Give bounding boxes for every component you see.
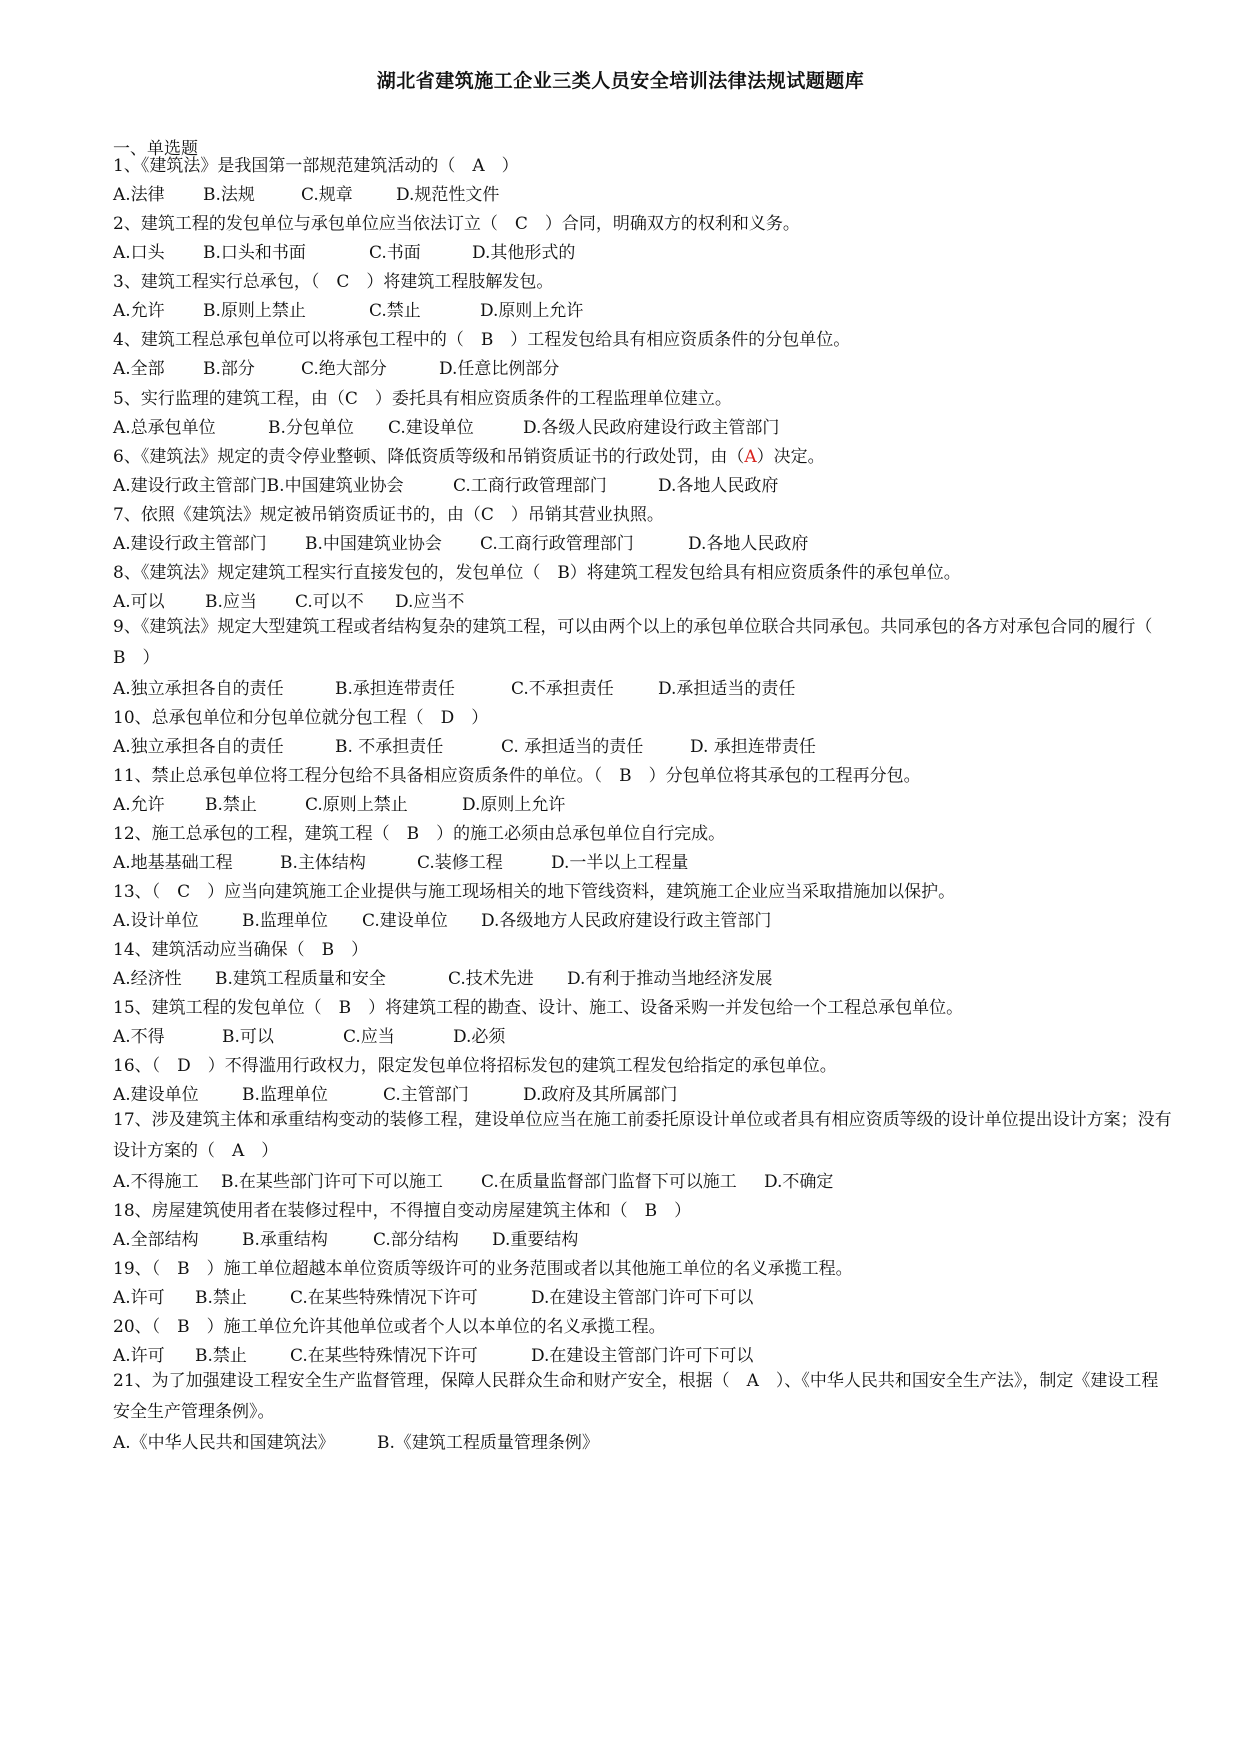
option: A.独立承担各自的责任	[113, 679, 284, 699]
option: A.独立承担各自的责任	[113, 737, 284, 757]
option: B.监理单位	[242, 911, 328, 931]
option: B.法规	[203, 185, 255, 205]
option: D.原则上允许	[480, 301, 584, 321]
question-stem: 7、依照《建筑法》规定被吊销资质证书的，由（C ）吊销其营业执照。	[113, 505, 664, 525]
option: D.重要结构	[492, 1230, 579, 1250]
question-options	[113, 674, 1173, 699]
question-options	[113, 906, 1173, 931]
option: C.建设单位	[388, 418, 474, 438]
option: C. 承担适当的责任	[501, 737, 644, 757]
option: C.绝大部分	[301, 359, 387, 379]
option: C.规章	[301, 185, 353, 205]
option: C.原则上禁止	[305, 795, 408, 815]
option: B.监理单位	[242, 1085, 328, 1105]
question-stem: 8、《建筑法》规定建筑工程实行直接发包的，发包单位（ B）将建筑工程发包给具有相应资质条件的承包单位。	[113, 563, 961, 583]
option: C.可以不	[295, 592, 364, 612]
option: A.许可	[113, 1288, 165, 1308]
question-options	[113, 413, 1173, 438]
option: D.其他形式的	[472, 243, 576, 263]
option: B.建筑工程质量和安全	[215, 969, 386, 989]
option: C.部分结构	[373, 1230, 459, 1250]
option: A.不得	[113, 1027, 165, 1047]
option: A.建设行政主管部门B.中国建筑业协会	[113, 476, 404, 496]
option: C.不承担责任	[511, 679, 614, 699]
option: B.承担连带责任	[335, 679, 455, 699]
question-options	[113, 296, 1173, 321]
option: D.必须	[453, 1027, 506, 1047]
option: B.口头和书面	[203, 243, 306, 263]
question-stem: 11、禁止总承包单位将工程分包给不具备相应资质条件的单位。（ B ）分包单位将其承包的工程再分包。	[113, 766, 921, 786]
option: A.经济性	[113, 969, 182, 989]
option: A.《中华人民共和国建筑法》	[113, 1433, 335, 1453]
question-options	[113, 354, 1173, 379]
option: C.在某些特殊情况下许可	[290, 1346, 478, 1366]
option: B.原则上禁止	[203, 301, 306, 321]
option: D.承担适当的责任	[658, 679, 796, 699]
option: B.可以	[222, 1027, 274, 1047]
question-options	[113, 1167, 1173, 1192]
option: D.各地人民政府	[658, 476, 779, 496]
document-title: 湖北省建筑施工企业三类人员安全培训法律法规试题题库	[376, 70, 865, 92]
question-stem: 3、建筑工程实行总承包，（ C ）将建筑工程肢解发包。	[113, 272, 554, 292]
option: B.《建筑工程质量管理条例》	[377, 1433, 599, 1453]
question-stem: 14、建筑活动应当确保（ B ）	[113, 940, 369, 960]
option: A.总承包单位	[113, 418, 216, 438]
question-options	[113, 790, 1173, 815]
question-stem: 12、施工总承包的工程，建筑工程（ B ）的施工必须由总承包单位自行完成。	[113, 824, 726, 844]
option: B.禁止	[195, 1288, 247, 1308]
option: B.中国建筑业协会	[305, 534, 442, 554]
question-options	[113, 471, 1173, 496]
option: A.可以	[113, 592, 165, 612]
question-options	[113, 1022, 1173, 1047]
option: D.应当不	[395, 592, 465, 612]
option: D.在建设主管部门许可下可以	[531, 1346, 754, 1366]
question-stem: 5、实行监理的建筑工程，由（C ）委托具有相应资质条件的工程监理单位建立。	[113, 389, 732, 409]
answer-highlight: A	[744, 447, 757, 467]
option: A.允许	[113, 301, 165, 321]
question-options	[113, 587, 1173, 612]
question-options	[113, 964, 1173, 989]
option: A.地基基础工程	[113, 853, 233, 873]
option: A.法律	[113, 185, 165, 205]
option: C.主管部门	[383, 1085, 469, 1105]
question-options	[113, 1283, 1173, 1308]
option: D.有利于推动当地经济发展	[567, 969, 773, 989]
option: B.承重结构	[242, 1230, 328, 1250]
option: A.全部结构	[113, 1230, 199, 1250]
option: C.书面	[369, 243, 421, 263]
option: A.全部	[113, 359, 165, 379]
question-options	[113, 1080, 1173, 1105]
option: C.工商行政管理部门	[480, 534, 634, 554]
option: A.建设单位	[113, 1085, 199, 1105]
option: A.设计单位	[113, 911, 199, 931]
question-stem: 9、《建筑法》规定大型建筑工程或者结构复杂的建筑工程，可以由两个以上的承包单位联合共同承包。共同承包的各方对承包合同的履行（ B ）	[113, 617, 1170, 668]
question-options	[113, 1341, 1173, 1366]
option: A.不得施工	[113, 1172, 199, 1192]
question-options	[113, 1225, 1173, 1250]
question-stem: 16、（ D ）不得滥用行政权力，限定发包单位将招标发包的建筑工程发包给指定的承包单位。	[113, 1056, 837, 1076]
question-stem: 21、为了加强建设工程安全生产监督管理，保障人民群众生命和财产安全，根据（ A ）、《中华人民共和国安全生产法》，制定《建设工程安全生产管理条例》。	[113, 1371, 1159, 1422]
option: C.在某些特殊情况下许可	[290, 1288, 478, 1308]
option: B.应当	[205, 592, 257, 612]
option: B.分包单位	[268, 418, 354, 438]
option: D.规范性文件	[396, 185, 500, 205]
question-stem-text: 6、《建筑法》规定的责令停业整顿、降低资质等级和吊销资质证书的行政处罚，由（	[113, 447, 745, 467]
question-stem: 1、《建筑法》是我国第一部规范建筑活动的（ A ）	[113, 156, 519, 176]
question-stem: 15、建筑工程的发包单位（ B ）将建筑工程的勘查、设计、施工、设备采购一并发包给一个工程总承包单位。	[113, 998, 964, 1018]
option: B.部分	[203, 359, 255, 379]
option: D.各地人民政府	[688, 534, 809, 554]
question-options	[113, 238, 1173, 263]
option: D.任意比例部分	[439, 359, 560, 379]
option: D.在建设主管部门许可下可以	[531, 1288, 754, 1308]
question-options	[113, 529, 1173, 554]
option: B.禁止	[195, 1346, 247, 1366]
question-stem	[113, 442, 1173, 467]
option: A.口头	[113, 243, 165, 263]
option: D.不确定	[764, 1172, 834, 1192]
question-stem: 4、建筑工程总承包单位可以将承包工程中的（ B ）工程发包给具有相应资质条件的分包单位。	[113, 330, 851, 350]
option: D.一半以上工程量	[551, 853, 689, 873]
option: C.装修工程	[417, 853, 503, 873]
question-stem: 13、（ C ）应当向建筑施工企业提供与施工现场相关的地下管线资料，建筑施工企业应当采取措施加以保护。	[113, 882, 956, 902]
option: A.建设行政主管部门	[113, 534, 267, 554]
option: C.建设单位	[362, 911, 448, 931]
option: B.在某些部门许可下可以施工	[221, 1172, 443, 1192]
option: B. 不承担责任	[335, 737, 444, 757]
option: C.工商行政管理部门	[453, 476, 607, 496]
option: D.原则上允许	[462, 795, 566, 815]
option: C.禁止	[369, 301, 421, 321]
option: D.各级人民政府建设行政主管部门	[523, 418, 780, 438]
question-stem: 20、（ B ）施工单位允许其他单位或者个人以本单位的名义承揽工程。	[113, 1317, 666, 1337]
question-stem: 19、（ B ）施工单位超越本单位资质等级许可的业务范围或者以其他施工单位的名义承揽工程。	[113, 1259, 853, 1279]
option: D.各级地方人民政府建设行政主管部门	[481, 911, 772, 931]
question-options	[113, 848, 1173, 873]
section-heading: 一、单选题	[113, 139, 198, 159]
question-stem: 2、建筑工程的发包单位与承包单位应当依法订立（ C ）合同，明确双方的权利和义务。	[113, 214, 800, 234]
question-stem: 17、涉及建筑主体和承重结构变动的装修工程，建设单位应当在施工前委托原设计单位或者具有相应资质等级的设计单位提出设计方案；没有设计方案的（ A ）	[113, 1110, 1172, 1161]
question-options	[113, 180, 1173, 205]
option: C.在质量监督部门监督下可以施工	[481, 1172, 737, 1192]
option: A.允许	[113, 795, 165, 815]
option: A.许可	[113, 1346, 165, 1366]
option: C.技术先进	[448, 969, 534, 989]
question-options	[113, 732, 1173, 757]
option: B.主体结构	[280, 853, 366, 873]
question-stem-text: ）决定。	[756, 447, 825, 467]
option: D.政府及其所属部门	[523, 1085, 678, 1105]
option: D. 承担连带责任	[690, 737, 816, 757]
question-stem: 10、总承包单位和分包单位就分包工程（ D ）	[113, 708, 489, 728]
option: C.应当	[343, 1027, 395, 1047]
option: B.禁止	[205, 795, 257, 815]
question-options	[113, 1428, 1173, 1453]
question-stem: 18、房屋建筑使用者在装修过程中，不得擅自变动房屋建筑主体和（ B ）	[113, 1201, 692, 1221]
